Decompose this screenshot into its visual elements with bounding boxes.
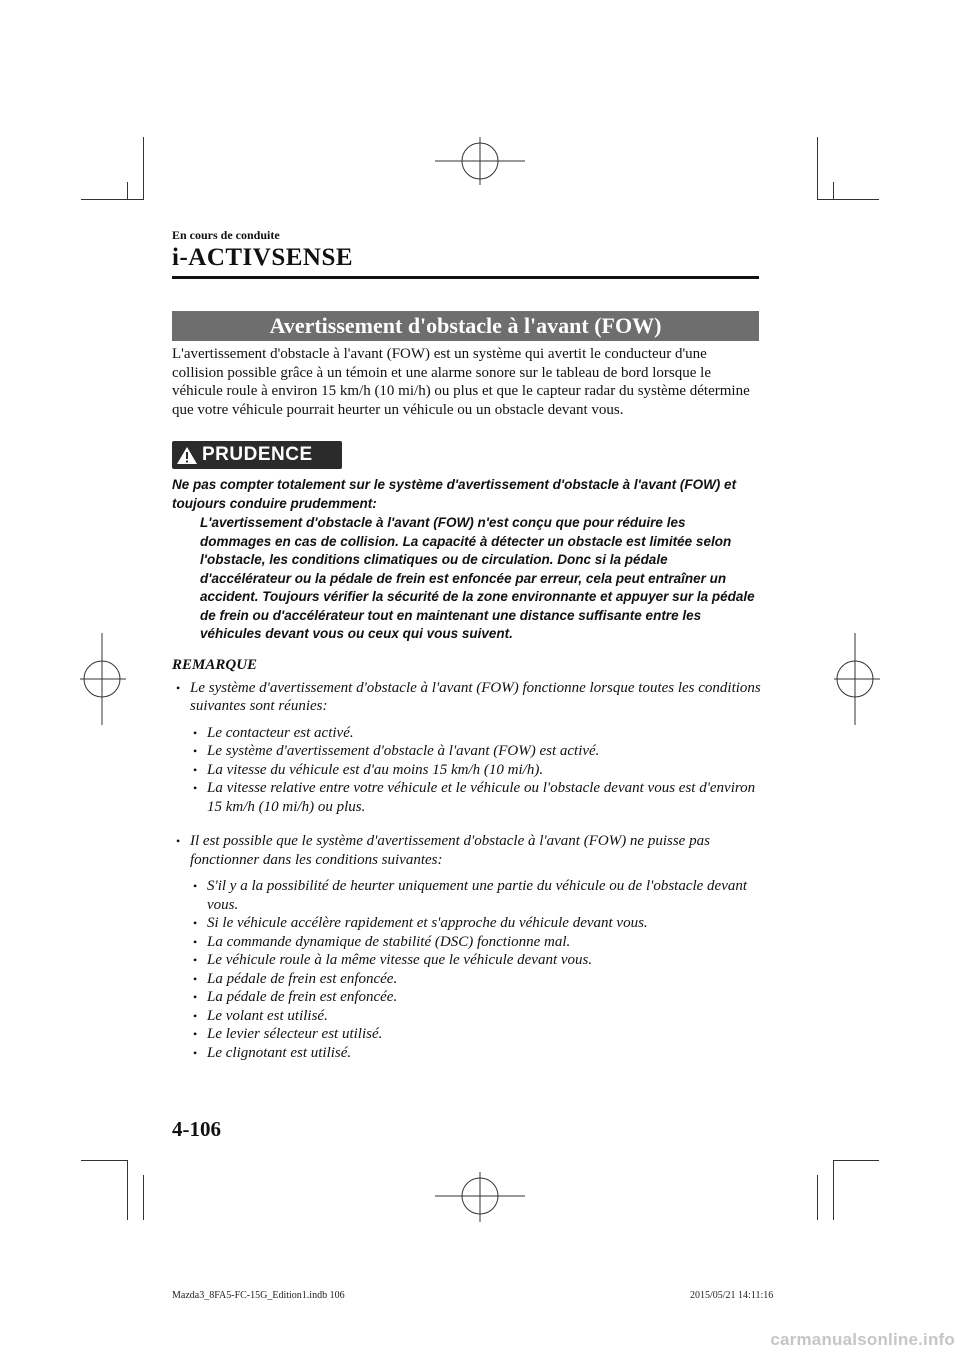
section-label: En cours de conduite (172, 228, 280, 242)
crop-mark (817, 199, 879, 200)
caution-badge (172, 441, 342, 469)
note-block (172, 656, 762, 1062)
note-heading: REMARQUE (172, 657, 258, 673)
note-sub-bullet: • Le véhicule roule à la même vitesse que le véhicule devant vous. (189, 951, 762, 970)
note-sub-bullet: • Le levier sélecteur est utilisé. (189, 1025, 762, 1044)
chapter-title: i-ACTIVSENSE (172, 244, 354, 271)
chapter-divider (172, 276, 759, 279)
note-sub-bullet: • Le clignotant est utilisé. (189, 1044, 762, 1063)
note-sub-bullet: • S'il y a la possibilité de heurter uniquement une partie du véhicule ou de l'obstacle devant vous. (189, 877, 762, 914)
crop-mark (833, 1160, 879, 1161)
caution-heading: Ne pas compter totalement sur le système d'avertissement d'obstacle à l'avant (FOW) et toujours conduire prudemment: (172, 477, 737, 511)
crop-mark (127, 182, 128, 200)
note-sub-bullet: • La vitesse relative entre votre véhicule et le véhicule ou l'obstacle devant vous est d'environ 15 km/h (10 mi/h) ou plus. (189, 779, 762, 816)
crop-mark (833, 182, 834, 200)
watermark: carmanualsonline.info (770, 1330, 955, 1349)
crop-mark (81, 199, 144, 200)
crop-mark (143, 137, 144, 200)
registration-mark-icon (80, 633, 130, 725)
note-sub-bullet: • Le volant est utilisé. (189, 1007, 762, 1026)
page-number: 4-106 (172, 1117, 221, 1141)
crop-mark (833, 1160, 834, 1220)
crop-mark (143, 1175, 144, 1220)
note-sub-bullet: • La pédale de frein est enfoncée. (189, 988, 762, 1007)
note-groups (172, 679, 762, 1063)
note-sub-bullet: • Le contacteur est activé. (189, 724, 762, 743)
note-sub-bullet: • Si le véhicule accélère rapidement et s'approche du véhicule devant vous. (189, 914, 762, 933)
caution-label: PRUDENCE (202, 444, 313, 465)
note-sub-list (172, 724, 762, 817)
note-group (172, 679, 762, 817)
registration-mark-icon (435, 137, 525, 227)
crop-mark (127, 1160, 128, 1220)
crop-mark (81, 1160, 128, 1161)
note-sub-bullet: • La pédale de frein est enfoncée. (189, 970, 762, 989)
registration-mark-icon (435, 1160, 525, 1222)
footer-file-info: Mazda3_8FA5-FC-15G_Edition1.indb 106 (172, 1290, 345, 1301)
caution-body: L'avertissement d'obstacle à l'avant (FOW) n'est conçu que pour réduire les dommages en cas de collision. La capacité à détecter un obstacle est limitée selon l'obstacle, les conditions climatiques ou de circulation. Donc si la pédale d'accélérateur ou la pédale de frein est enfoncée par erreur, cela peut entraîner un accident. Toujours vérifier la sécurité de la zone environnante et appuyer sur la pédale de frein ou d'accélérateur tout en maintenant une distance suffisante entre les véhicules devant vous ou ceux qui vous suivent. (200, 515, 755, 641)
registration-mark-icon (830, 633, 880, 725)
note-bullet: • Il est possible que le système d'avertissement d'obstacle à l'avant (FOW) ne puisse pas fonctionner dans les conditions suivantes: (172, 832, 762, 869)
intro-paragraph: L'avertissement d'obstacle à l'avant (FOW) est un système qui avertit le conducteur d'une collision possible grâce à un témoin et une alarme sonore sur le tableau de bord lorsque le véhicule roule à environ 15 km/h (10 mi/h) ou plus et que le capteur radar du système détermine que votre véhicule pourrait heurter un véhicule ou un obstacle devant vous. (172, 346, 750, 418)
note-group (172, 832, 762, 1062)
footer-timestamp: 2015/05/21 14:11:16 (690, 1290, 774, 1301)
note-sub-bullet: • La commande dynamique de stabilité (DSC) fonctionne mal. (189, 933, 762, 952)
crop-mark (817, 1175, 818, 1220)
section-title: Avertissement d'obstacle à l'avant (FOW) (172, 311, 759, 341)
note-bullet: • Le système d'avertissement d'obstacle à l'avant (FOW) fonctionne lorsque toutes les conditions suivantes sont réunies: (172, 679, 762, 716)
crop-mark (817, 137, 818, 200)
note-sub-list (172, 877, 762, 1062)
note-sub-bullet: • Le système d'avertissement d'obstacle à l'avant (FOW) est activé. (189, 742, 762, 761)
warning-triangle-icon (172, 446, 202, 465)
note-sub-bullet: • La vitesse du véhicule est d'au moins 15 km/h (10 mi/h). (189, 761, 762, 780)
